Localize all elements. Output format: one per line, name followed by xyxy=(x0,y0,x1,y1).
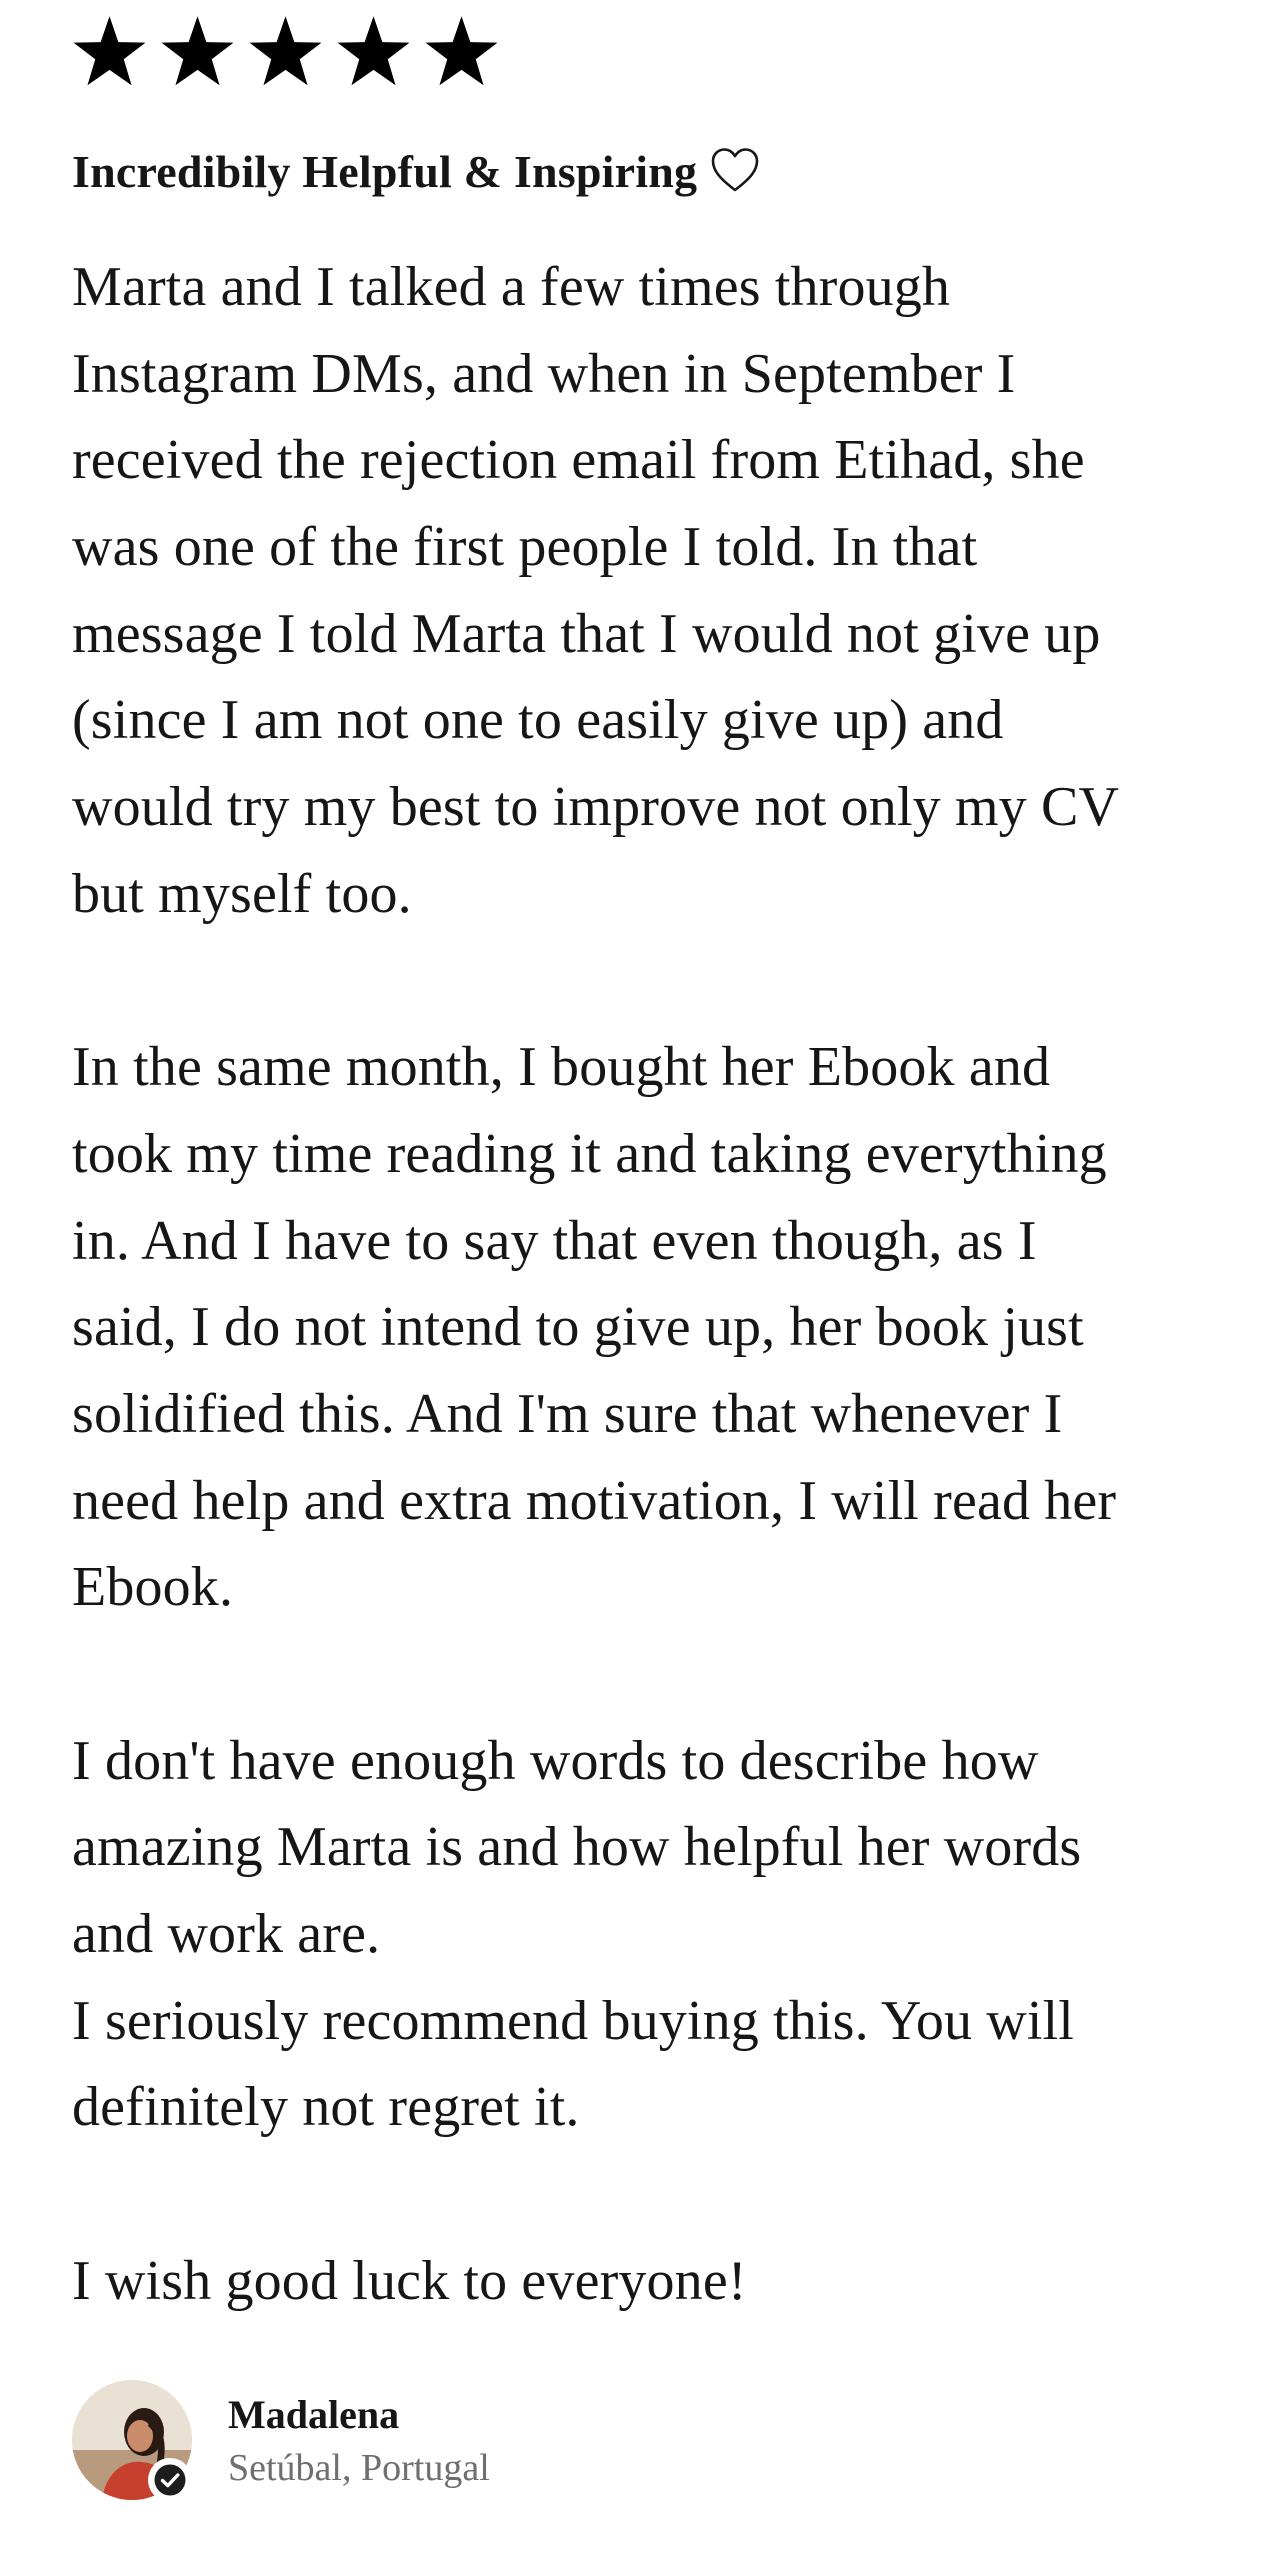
review-text-line: I seriously recommend buying this. You will xyxy=(72,1989,1074,2052)
review-body xyxy=(72,244,1242,2325)
star-filled-icon xyxy=(424,14,499,89)
verified-check-icon xyxy=(148,2458,192,2502)
review-text-line: Marta and I talked a few times through xyxy=(72,256,951,318)
review-text-line: in. And I have to say that even though, as I xyxy=(72,1209,1037,1272)
review-text-line: I wish good luck to everyone! xyxy=(72,2249,747,2312)
review-title-text: Incredibily Helpful & Inspiring xyxy=(72,146,698,197)
paragraph-gap xyxy=(72,938,1242,1025)
author-location: Setúbal, Portugal xyxy=(228,2447,490,2489)
review-text-line: Ebook. xyxy=(72,1556,234,1619)
review-text-line: amazing Marta is and how helpful her words xyxy=(72,1816,1082,1879)
review-text-line: took my time reading it and taking everything xyxy=(72,1122,1107,1185)
review-text-line: but myself too. xyxy=(72,862,412,925)
review-text-line: In the same month, I bought her Ebook and xyxy=(72,1036,1051,1099)
review-text-line: definitely not regret it. xyxy=(72,2076,580,2139)
review-text-line: and work are. xyxy=(72,1903,381,1966)
review-text-line: (since I am not one to easily give up) and xyxy=(72,689,1004,752)
star-filled-icon xyxy=(248,14,323,89)
review-author xyxy=(72,2380,872,2500)
author-name: Madalena xyxy=(228,2392,400,2437)
review-text-line: would try my best to improve not only my CV xyxy=(72,776,1120,839)
review-text-line: need help and extra motivation, I will read her xyxy=(72,1469,1117,1532)
review-text-line: was one of the first people I told. In that xyxy=(72,516,978,579)
star-filled-icon xyxy=(160,14,235,89)
review-text-line: solidified this. And I'm sure that whenever I xyxy=(72,1382,1063,1445)
review-text-line: I don't have enough words to describe how xyxy=(72,1729,1039,1792)
paragraph-gap xyxy=(72,1631,1242,1718)
review-text-line: message I told Marta that I would not give up xyxy=(72,602,1101,665)
paragraph-gap xyxy=(72,2151,1242,2238)
review-text-line: Instagram DMs, and when in September I xyxy=(72,342,1016,405)
heart-outline-icon xyxy=(709,136,765,208)
star-rating xyxy=(72,14,499,89)
star-filled-icon xyxy=(336,14,411,89)
review-text-line: said, I do not intend to give up, her book just xyxy=(72,1296,1084,1359)
star-filled-icon xyxy=(72,14,147,89)
review-text-line: received the rejection email from Etihad, she xyxy=(72,429,1085,492)
review-title xyxy=(72,136,765,208)
